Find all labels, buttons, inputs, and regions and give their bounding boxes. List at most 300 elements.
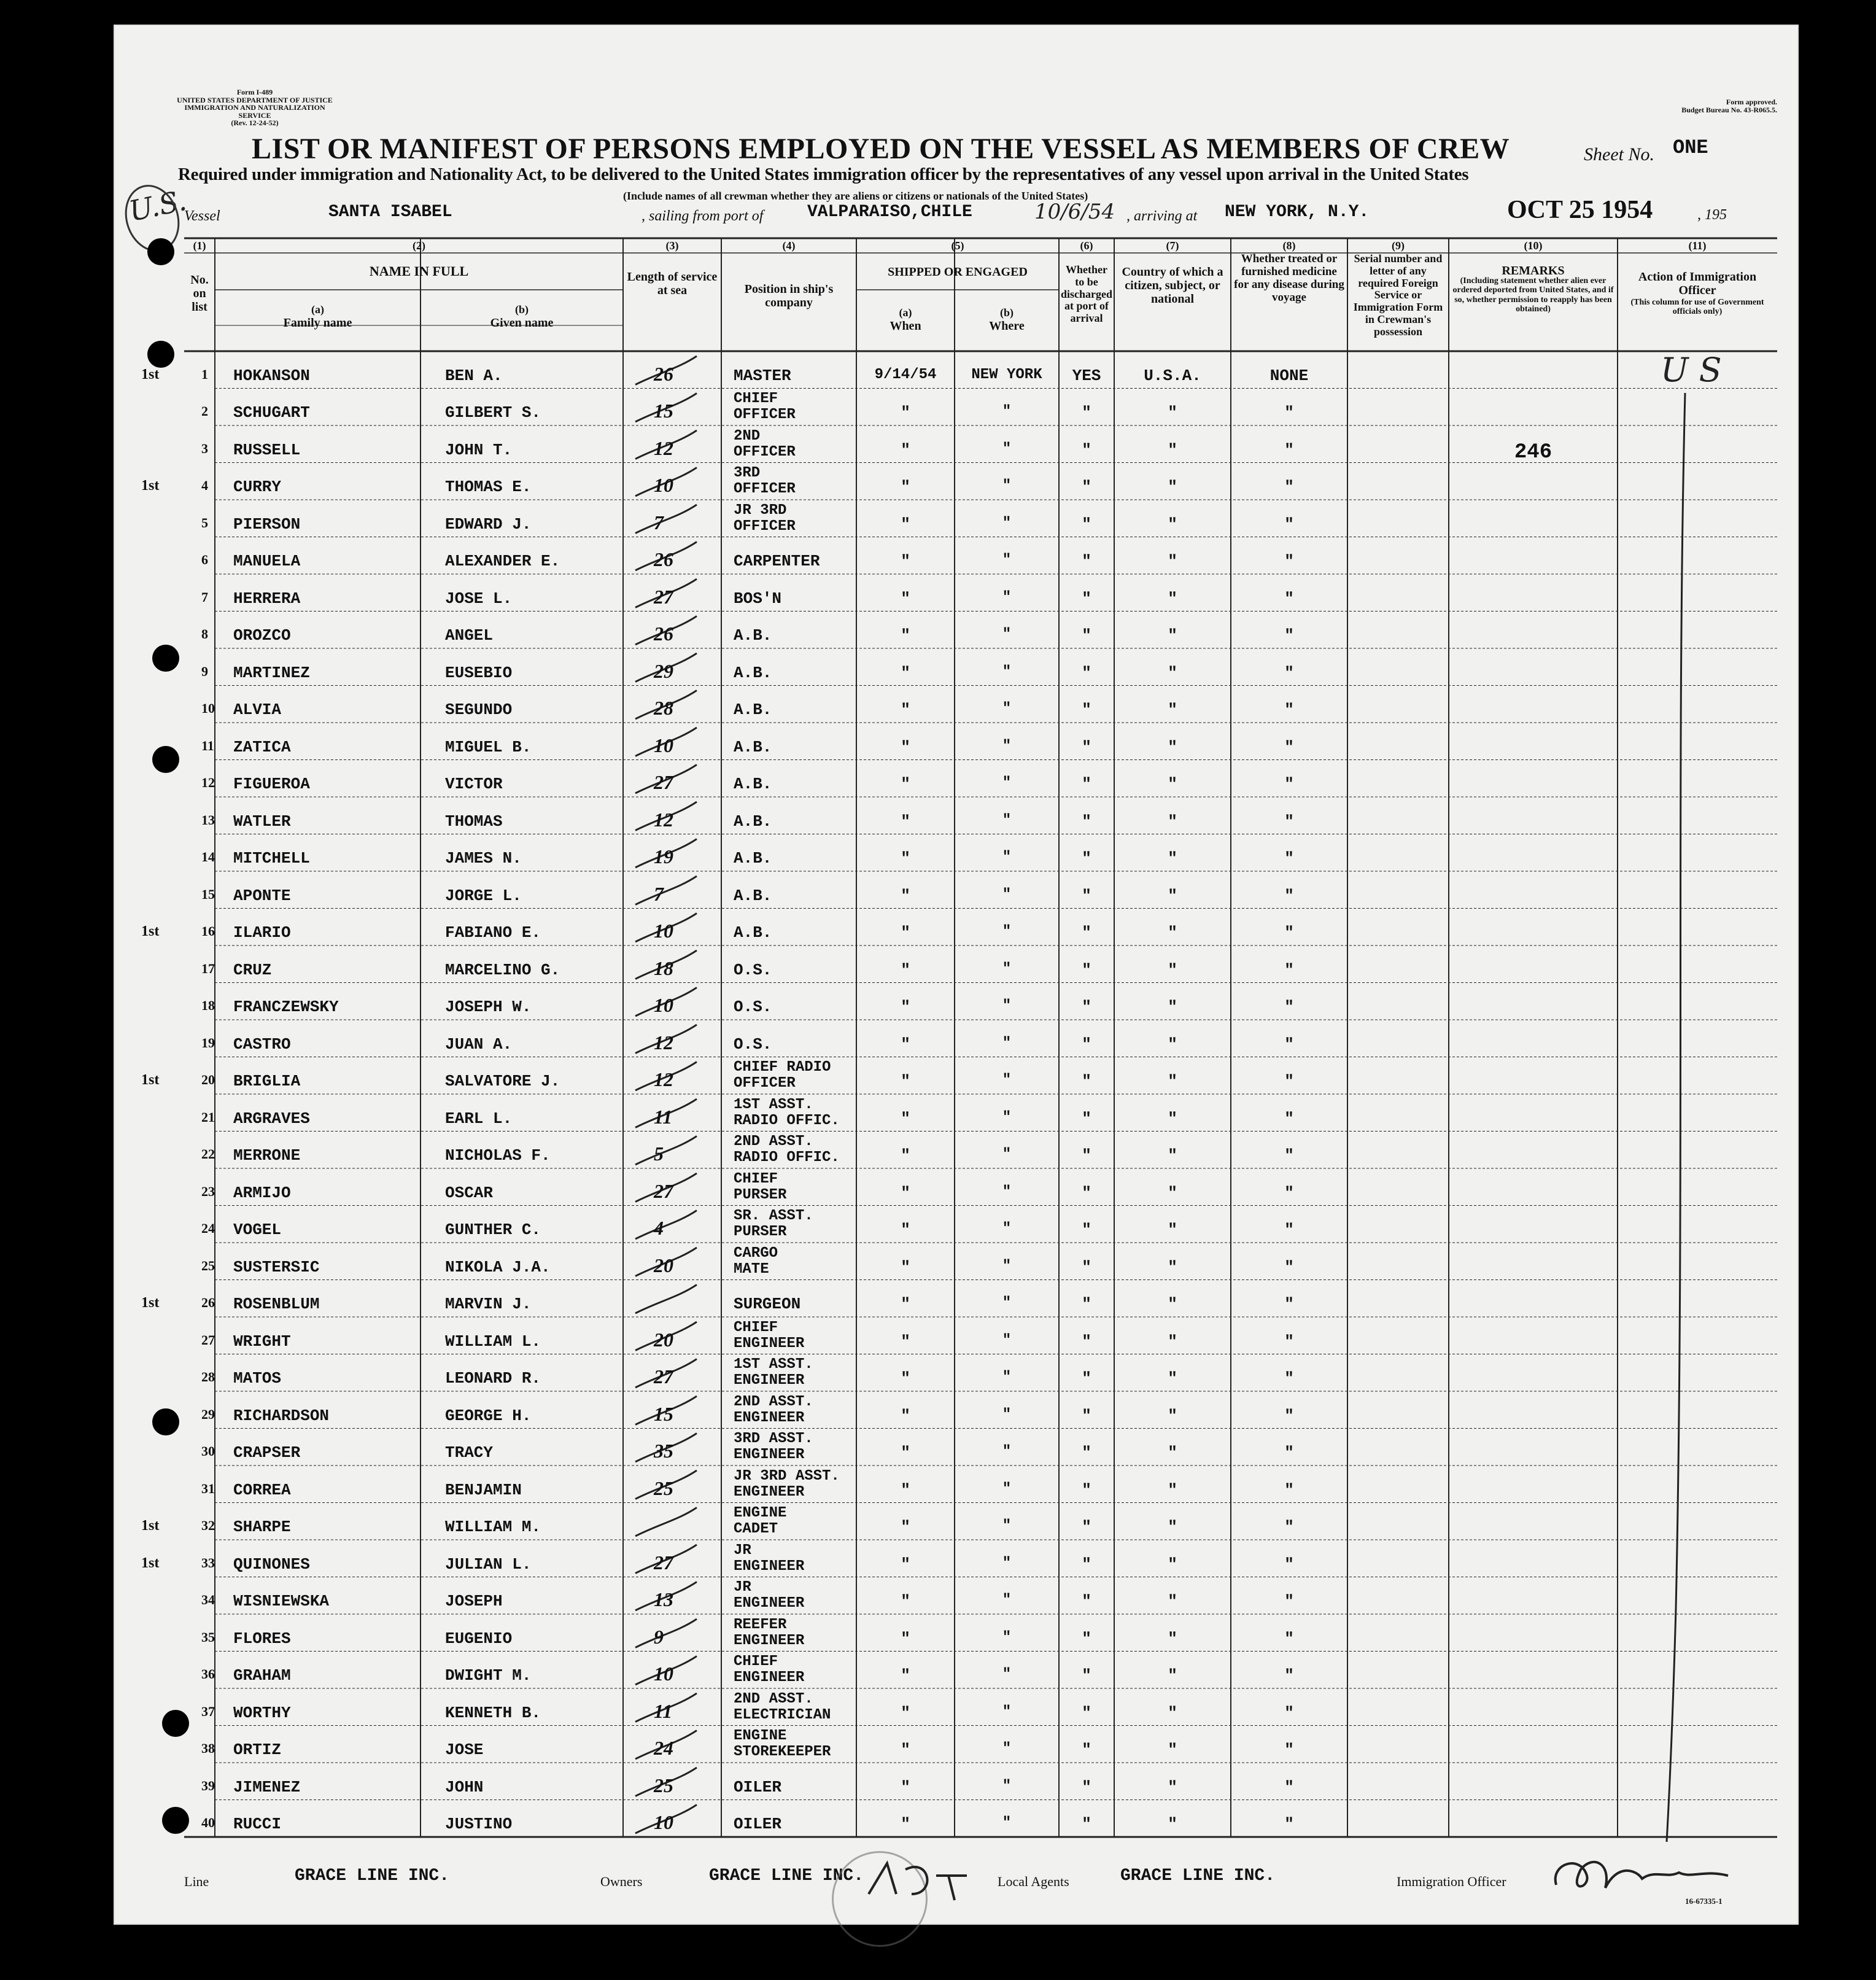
treated-status: " <box>1284 552 1294 570</box>
citizenship: " <box>1168 998 1177 1016</box>
given-name: EUSEBIO <box>445 663 513 682</box>
family-name: CORREA <box>233 1480 291 1499</box>
discharged-flag: " <box>1082 403 1091 422</box>
treated-status: " <box>1284 626 1294 645</box>
position: O.S. <box>734 1035 772 1054</box>
treated-status: " <box>1284 1146 1294 1165</box>
citizenship: " <box>1168 1369 1177 1388</box>
discharged-flag: " <box>1082 1146 1091 1165</box>
row-number: 13 <box>201 812 215 828</box>
position-line: JR 3RD ASST. <box>734 1467 840 1485</box>
treated-status: " <box>1284 1443 1294 1462</box>
citizenship: " <box>1168 1109 1177 1128</box>
table-row <box>114 1466 1799 1503</box>
row-number: 5 <box>201 514 208 530</box>
first-class-mark: 1st <box>141 366 160 382</box>
discharged-flag: " <box>1082 1741 1091 1759</box>
header-remarks-note: (Including statement whether alien ever ordered deported from United States, and if so, whether permission to reapply has been obtained) <box>1452 276 1614 314</box>
table-row <box>114 1503 1799 1540</box>
treated-status: " <box>1284 403 1294 422</box>
treated-status: " <box>1284 775 1294 793</box>
shipped-where: " <box>1002 1406 1012 1423</box>
header-position: Position in ship's company <box>744 282 834 309</box>
position-line: CHIEF <box>734 1319 778 1336</box>
row-number: 14 <box>201 849 215 864</box>
length-of-service: 15 <box>654 1402 673 1425</box>
treated-status: " <box>1284 1555 1294 1574</box>
position <box>734 1469 840 1501</box>
length-of-service: 12 <box>654 1031 673 1054</box>
table-row <box>114 1132 1799 1169</box>
position <box>734 1431 813 1463</box>
citizenship: " <box>1168 1295 1177 1313</box>
binder-hole <box>152 1408 179 1435</box>
vessel-name: SANTA ISABEL <box>328 203 452 222</box>
position-line: ENGINEER <box>734 1372 805 1389</box>
shipped-where: " <box>1002 1777 1012 1795</box>
family-name: RUSSELL <box>233 440 301 459</box>
shipped-where: " <box>1002 849 1012 866</box>
print-code: 16-67335-1 <box>1685 1897 1723 1906</box>
family-name: CRUZ <box>233 960 272 979</box>
length-of-service: 35 <box>654 1440 673 1462</box>
length-of-service: 11 <box>654 1105 673 1128</box>
family-name: APONTE <box>233 886 291 905</box>
treated-status: " <box>1284 1072 1294 1090</box>
table-row <box>114 574 1799 611</box>
budget-bureau: Budget Bureau No. 43-R065.5. <box>1681 105 1777 114</box>
position-line: CHIEF <box>734 1653 778 1670</box>
shipped-where: " <box>1002 1480 1012 1497</box>
header-name-in-full: NAME IN FULL <box>369 263 469 279</box>
length-of-service: 29 <box>654 659 673 682</box>
table-row <box>114 1317 1799 1354</box>
position <box>734 1617 804 1649</box>
position: A.B. <box>734 849 772 868</box>
table-row <box>114 1020 1799 1057</box>
length-of-service: 12 <box>654 437 673 459</box>
table-row <box>114 537 1799 575</box>
shipped-where: " <box>1002 1518 1012 1534</box>
position-line: ENGINEER <box>734 1595 805 1612</box>
treated-status: " <box>1284 1592 1294 1610</box>
header-no-on-list: No. on list <box>190 273 209 314</box>
given-name: EUGENIO <box>445 1629 513 1648</box>
row-number: 9 <box>201 663 208 679</box>
row-number: 22 <box>201 1146 215 1162</box>
shipped-where: " <box>1002 1109 1012 1126</box>
position <box>734 1320 804 1352</box>
length-of-service: 25 <box>654 1477 673 1499</box>
page-title: LIST OR MANIFEST OF PERSONS EMPLOYED ON THE VESSEL AS MEMBERS OF CREW <box>252 133 1510 165</box>
shipped-when: " <box>901 812 910 831</box>
given-name: NIKOLA J.A. <box>445 1257 551 1276</box>
family-name: WATLER <box>233 812 291 831</box>
header-when: When <box>890 319 921 333</box>
shipped-when: 9/14/54 <box>874 366 937 383</box>
discharged-flag: " <box>1082 1072 1091 1090</box>
shipped-when: " <box>901 514 910 534</box>
column-number: (5) <box>951 239 964 252</box>
line-value: GRACE LINE INC. <box>295 1866 450 1885</box>
position: A.B. <box>734 737 772 756</box>
shipped-when: " <box>901 1257 910 1276</box>
discharged-flag: " <box>1082 1703 1091 1722</box>
table-row <box>114 1800 1799 1838</box>
row-number: 7 <box>201 589 208 605</box>
length-of-service: 26 <box>654 548 673 570</box>
family-name: FIGUEROA <box>233 775 310 793</box>
discharged-flag: " <box>1082 1777 1091 1796</box>
handwritten-us: U.S. <box>126 183 190 228</box>
discharged-flag: " <box>1082 478 1091 496</box>
position <box>734 1134 840 1166</box>
family-name: MITCHELL <box>233 849 310 868</box>
length-of-service: 20 <box>654 1328 673 1351</box>
table-row <box>114 425 1799 463</box>
table-row <box>114 1688 1799 1726</box>
given-name: GUNTHER C. <box>445 1221 541 1239</box>
table-row <box>114 797 1799 834</box>
shipped-where: " <box>1002 1555 1012 1572</box>
discharged-flag: " <box>1082 1295 1091 1313</box>
shipped-where: " <box>1002 626 1012 643</box>
header-family-name: Family name <box>283 316 352 330</box>
shipped-when: " <box>901 1815 910 1833</box>
position: A.B. <box>734 812 772 831</box>
given-name: JOSE <box>445 1741 484 1759</box>
length-of-service: 10 <box>654 734 673 756</box>
position <box>734 1208 813 1240</box>
discharged-flag: " <box>1082 1035 1091 1054</box>
shipped-when: " <box>901 440 910 459</box>
local-agents-value: GRACE LINE INC. <box>1120 1866 1276 1885</box>
table-row <box>114 760 1799 798</box>
treated-status: " <box>1284 886 1294 905</box>
binder-hole <box>162 1807 189 1834</box>
position-line: 1ST ASST. <box>734 1356 813 1373</box>
length-of-service: 18 <box>654 957 673 979</box>
position-line: RADIO OFFIC. <box>734 1112 840 1129</box>
position-line: CHIEF RADIO <box>734 1059 831 1076</box>
citizenship: " <box>1168 1480 1177 1499</box>
column-number: (7) <box>1166 239 1179 252</box>
position-line: 2ND ASST. <box>734 1690 813 1707</box>
discharged-flag: " <box>1082 1629 1091 1648</box>
family-name: VOGEL <box>233 1221 282 1239</box>
family-name: ARMIJO <box>233 1183 291 1202</box>
position-line: ENGINEER <box>734 1669 805 1686</box>
table-row <box>114 1354 1799 1392</box>
length-of-service: 10 <box>654 1663 673 1685</box>
family-name: CURRY <box>233 478 282 496</box>
given-name: JOSE L. <box>445 589 513 608</box>
row-number: 36 <box>201 1666 215 1682</box>
position-line: JR 3RD <box>734 502 787 519</box>
length-of-service: 10 <box>654 474 673 496</box>
given-name: EARL L. <box>445 1109 513 1128</box>
citizenship: " <box>1168 1443 1177 1462</box>
table-row <box>114 1391 1799 1429</box>
position-line: ENGINEER <box>734 1558 805 1575</box>
position-line: CHIEF <box>734 1170 778 1187</box>
position-line: 3RD ASST. <box>734 1431 813 1447</box>
family-name: ILARIO <box>233 923 291 942</box>
discharged-flag: " <box>1082 1518 1091 1536</box>
length-of-service: 20 <box>654 1254 673 1276</box>
table-row <box>114 1094 1799 1132</box>
header-given-name: Given name <box>490 316 554 330</box>
shipped-where: " <box>1002 478 1012 494</box>
position <box>734 1060 831 1092</box>
length-of-service: 7 <box>654 882 664 905</box>
shipped-when: " <box>901 1406 910 1425</box>
discharged-flag: " <box>1082 514 1091 534</box>
treated-status: " <box>1284 1406 1294 1425</box>
row-number: 8 <box>201 626 208 642</box>
position: CARPENTER <box>734 552 820 570</box>
position-line: ENGINEER <box>734 1632 805 1649</box>
discharged-flag: YES <box>1072 366 1101 385</box>
shipped-when: " <box>901 1629 910 1648</box>
length-of-service: 24 <box>654 1737 673 1759</box>
given-name: GEORGE H. <box>445 1406 532 1425</box>
given-name: KENNETH B. <box>445 1703 541 1722</box>
position <box>734 1691 831 1723</box>
shipped-when: " <box>901 1183 910 1202</box>
row-number: 38 <box>201 1741 215 1756</box>
treated-status: " <box>1284 737 1294 756</box>
family-name: SCHUGART <box>233 403 310 422</box>
header-when-a: (a) <box>899 306 912 319</box>
length-of-service: 26 <box>654 623 673 645</box>
position-line: OFFICER <box>734 443 796 460</box>
citizenship: " <box>1168 960 1177 979</box>
shipped-when: " <box>901 923 910 942</box>
length-of-service: 26 <box>654 362 673 385</box>
given-name: JAMES N. <box>445 849 522 868</box>
position-line: SR. ASST. <box>734 1208 813 1224</box>
table-row <box>114 1540 1799 1577</box>
discharged-flag: " <box>1082 886 1091 905</box>
column-number: (6) <box>1080 239 1093 252</box>
shipped-when: " <box>901 1592 910 1610</box>
treated-status: " <box>1284 1221 1294 1239</box>
citizenship: " <box>1168 663 1177 682</box>
service-line: IMMIGRATION AND NATURALIZATION SERVICE <box>184 103 325 120</box>
shipped-where: " <box>1002 1666 1012 1683</box>
position-line: CHIEF <box>734 390 778 407</box>
position <box>734 429 796 460</box>
shipped-when: " <box>901 775 910 793</box>
position-line: ENGINE <box>734 1505 787 1521</box>
citizenship: " <box>1168 440 1177 459</box>
shipped-when: " <box>901 552 910 570</box>
shipped-where: " <box>1002 552 1012 569</box>
treated-status: " <box>1284 1257 1294 1276</box>
local-agents-label: Local Agents <box>998 1874 1069 1889</box>
header-family-a: (a) <box>311 303 324 316</box>
shipped-where: " <box>1002 1035 1012 1052</box>
row-number: 34 <box>201 1592 215 1607</box>
position: O.S. <box>734 998 772 1016</box>
citizenship: " <box>1168 923 1177 942</box>
shipped-where: " <box>1002 1629 1012 1646</box>
position-line: OFFICER <box>734 518 796 535</box>
position <box>734 1580 804 1612</box>
treated-status: " <box>1284 589 1294 608</box>
position-line: 2ND ASST. <box>734 1393 813 1410</box>
shipped-where: NEW YORK <box>971 366 1042 383</box>
given-name: FABIANO E. <box>445 923 541 942</box>
citizenship: " <box>1168 1703 1177 1722</box>
position: A.B. <box>734 701 772 719</box>
family-name: ALVIA <box>233 701 282 719</box>
table-row <box>114 983 1799 1020</box>
citizenship: " <box>1168 1072 1177 1090</box>
row-number: 6 <box>201 552 208 567</box>
length-of-service: 10 <box>654 994 673 1016</box>
family-name: HERRERA <box>233 589 301 608</box>
form-number: Form I-489 <box>236 88 273 96</box>
row-number: 4 <box>201 478 208 493</box>
shipped-where: " <box>1002 1369 1012 1386</box>
first-class-mark: 1st <box>141 1518 160 1534</box>
form-approved: Form approved. <box>1726 98 1777 106</box>
citizenship: " <box>1168 1592 1177 1610</box>
immigration-officer-label: Immigration Officer <box>1397 1874 1506 1889</box>
position <box>734 1097 840 1129</box>
family-name: RICHARDSON <box>233 1406 330 1425</box>
citizenship: " <box>1168 737 1177 756</box>
family-name: SUSTERSIC <box>233 1257 320 1276</box>
sheet-number: ONE <box>1673 136 1708 159</box>
header-country: Country of which a citizen, subject, or national <box>1122 265 1223 306</box>
row-number: 24 <box>201 1221 215 1236</box>
position <box>734 1357 813 1389</box>
row-number: 1 <box>201 366 208 382</box>
citizenship: " <box>1168 403 1177 422</box>
shipped-when: " <box>901 403 910 422</box>
family-name: GRAHAM <box>233 1666 291 1685</box>
citizenship: " <box>1168 1257 1177 1276</box>
shipped-when: " <box>901 1741 910 1759</box>
discharged-flag: " <box>1082 775 1091 793</box>
handwritten-date: 10/6/54 <box>1034 200 1115 224</box>
treated-status: " <box>1284 849 1294 868</box>
sailing-label: , sailing from port of <box>641 208 764 224</box>
given-name: MARCELINO G. <box>445 960 560 979</box>
family-name: MATOS <box>233 1369 282 1388</box>
treated-status: " <box>1284 1369 1294 1388</box>
discharged-flag: " <box>1082 1815 1091 1833</box>
header-remarks: REMARKS <box>1502 264 1565 278</box>
treated-status: " <box>1284 701 1294 719</box>
length-of-service: 12 <box>654 808 673 831</box>
shipped-when: " <box>901 1221 910 1239</box>
position-line: RADIO OFFIC. <box>734 1149 840 1166</box>
crew-note: (Include names of all crewman whether they are aliens or citizens or nationals of the United States) <box>623 190 1088 202</box>
shipped-where: " <box>1002 1443 1012 1460</box>
length-of-service: 27 <box>654 585 673 608</box>
shipped-when: " <box>901 960 910 979</box>
given-name: EDWARD J. <box>445 514 532 534</box>
given-name: SEGUNDO <box>445 701 513 719</box>
family-name: OROZCO <box>233 626 291 645</box>
shipped-when: " <box>901 478 910 496</box>
table-row <box>114 389 1799 426</box>
row-number: 18 <box>201 998 215 1013</box>
shipped-when: " <box>901 701 910 719</box>
position-line: CARGO <box>734 1244 778 1262</box>
length-of-service: 27 <box>654 1179 673 1202</box>
position-line: ENGINEER <box>734 1409 805 1426</box>
position: BOS'N <box>734 589 782 608</box>
sailing-port: VALPARAISO,CHILE <box>807 203 972 222</box>
row-number: 39 <box>201 1777 215 1793</box>
position-line: 2ND <box>734 427 761 445</box>
shipped-where: " <box>1002 1221 1012 1237</box>
column-number: (1) <box>193 239 206 252</box>
column-number: (9) <box>1392 239 1405 252</box>
row-number: 28 <box>201 1369 215 1384</box>
position <box>734 1728 831 1760</box>
citizenship: " <box>1168 849 1177 868</box>
citizenship: " <box>1168 552 1177 570</box>
binder-hole <box>152 746 179 773</box>
given-name: OSCAR <box>445 1183 494 1202</box>
given-name: WILLIAM L. <box>445 1332 541 1351</box>
discharged-flag: " <box>1082 960 1091 979</box>
length-of-service: 13 <box>654 1588 673 1610</box>
family-name: MARTINEZ <box>233 663 310 682</box>
row-number: 3 <box>201 440 208 456</box>
remarks-value: 246 <box>1514 440 1552 464</box>
table-row <box>114 1652 1799 1689</box>
shipped-where: " <box>1002 1295 1012 1311</box>
given-name: JORGE L. <box>445 886 522 905</box>
position <box>734 503 796 535</box>
family-name: WRIGHT <box>233 1332 291 1351</box>
citizenship: " <box>1168 701 1177 719</box>
citizenship: " <box>1168 886 1177 905</box>
column-number: (3) <box>665 239 679 252</box>
discharged-flag: " <box>1082 589 1091 608</box>
discharged-flag: " <box>1082 812 1091 831</box>
position: OILER <box>734 1777 782 1796</box>
discharged-flag: " <box>1082 1555 1091 1574</box>
row-number: 35 <box>201 1629 215 1645</box>
discharged-flag: " <box>1082 998 1091 1016</box>
shipped-where: " <box>1002 663 1012 680</box>
table-row <box>114 1614 1799 1652</box>
shipped-where: " <box>1002 812 1012 829</box>
given-name: WILLIAM M. <box>445 1518 541 1536</box>
treated-status: " <box>1284 1666 1294 1685</box>
table-row <box>114 723 1799 760</box>
table-row <box>114 945 1799 983</box>
given-name: JOHN T. <box>445 440 513 459</box>
discharged-flag: " <box>1082 663 1091 682</box>
header-given-b: (b) <box>515 303 529 316</box>
table-row <box>114 909 1799 946</box>
table-row <box>114 1726 1799 1763</box>
family-name: MERRONE <box>233 1146 301 1165</box>
shipped-when: " <box>901 737 910 756</box>
shipped-where: " <box>1002 1257 1012 1275</box>
row-number: 21 <box>201 1109 215 1125</box>
given-name: SALVATORE J. <box>445 1072 560 1090</box>
